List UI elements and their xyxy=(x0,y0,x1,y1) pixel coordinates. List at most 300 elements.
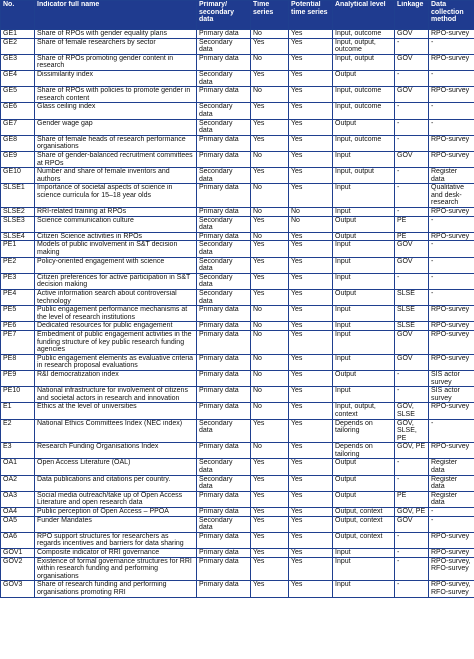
cell-indicator-name: Open Access Literature (OAL) xyxy=(35,459,197,475)
cell-no: SLSE4 xyxy=(1,232,35,241)
cell-time-series: Yes xyxy=(251,135,289,151)
cell-primary-secondary: Primary data xyxy=(197,549,251,558)
cell-data-collection-method: - xyxy=(429,38,474,54)
cell-indicator-name: R&I democratization index xyxy=(35,370,197,386)
cell-data-collection-method: RPO-survey xyxy=(429,306,474,322)
cell-time-series: Yes xyxy=(251,581,289,597)
cell-primary-secondary: Primary data xyxy=(197,322,251,331)
cell-primary-secondary: Primary data xyxy=(197,532,251,548)
table-row xyxy=(1,290,474,306)
cell-linkage: - xyxy=(395,70,429,86)
cell-no: PE7 xyxy=(1,330,35,354)
table-row xyxy=(1,549,474,558)
cell-time-series: Yes xyxy=(251,508,289,517)
table-row xyxy=(1,387,474,403)
header-no: No. xyxy=(1,1,35,30)
cell-time-series: Yes xyxy=(251,103,289,119)
cell-potential-time-series: Yes xyxy=(289,557,333,581)
cell-indicator-name: Dedicated resources for public engagement xyxy=(35,322,197,331)
cell-time-series: Yes xyxy=(251,216,289,232)
cell-time-series: Yes xyxy=(251,257,289,273)
cell-primary-secondary: Secondary data xyxy=(197,516,251,532)
cell-linkage: SLSE xyxy=(395,322,429,331)
cell-primary-secondary: Secondary data xyxy=(197,419,251,443)
table-row xyxy=(1,516,474,532)
cell-linkage: GOV, PE xyxy=(395,508,429,517)
cell-time-series: Yes xyxy=(251,168,289,184)
cell-analytical-level: Output, context xyxy=(333,532,395,548)
cell-linkage: GOV, SLSE, PE xyxy=(395,419,429,443)
cell-primary-secondary: Secondary data xyxy=(197,103,251,119)
cell-no: GE7 xyxy=(1,119,35,135)
cell-linkage: - xyxy=(395,119,429,135)
cell-indicator-name: Policy-oriented engagement with science xyxy=(35,257,197,273)
cell-no: SLSE3 xyxy=(1,216,35,232)
table-row xyxy=(1,419,474,443)
cell-data-collection-method: - xyxy=(429,257,474,273)
cell-primary-secondary: Primary data xyxy=(197,403,251,419)
cell-indicator-name: Models of public involvement in S&T decision making xyxy=(35,241,197,257)
cell-indicator-name: Importance of societal aspects of science in science curricula for 15–18 year olds xyxy=(35,184,197,208)
cell-time-series: Yes xyxy=(251,273,289,289)
table-row xyxy=(1,557,474,581)
cell-analytical-level: Input xyxy=(333,306,395,322)
cell-indicator-name: Embedment of public engagement activities in the funding structure of key public research funding agencies xyxy=(35,330,197,354)
cell-data-collection-method: RPO-survey xyxy=(429,135,474,151)
cell-no: SLSE1 xyxy=(1,184,35,208)
cell-primary-secondary: Secondary data xyxy=(197,241,251,257)
cell-linkage: GOV xyxy=(395,241,429,257)
cell-primary-secondary: Primary data xyxy=(197,330,251,354)
cell-analytical-level: Input, output xyxy=(333,168,395,184)
cell-linkage: PE xyxy=(395,216,429,232)
cell-indicator-name: Share of female researchers by sector xyxy=(35,38,197,54)
cell-linkage: - xyxy=(395,387,429,403)
cell-no: GE3 xyxy=(1,54,35,70)
cell-analytical-level: Input xyxy=(333,208,395,217)
cell-analytical-level: Input xyxy=(333,330,395,354)
cell-no: PE8 xyxy=(1,354,35,370)
cell-potential-time-series: Yes xyxy=(289,370,333,386)
cell-primary-secondary: Primary data xyxy=(197,151,251,167)
cell-time-series: Yes xyxy=(251,516,289,532)
table-row xyxy=(1,184,474,208)
cell-analytical-level: Output xyxy=(333,370,395,386)
table-row xyxy=(1,508,474,517)
cell-potential-time-series: Yes xyxy=(289,306,333,322)
table-row xyxy=(1,135,474,151)
cell-no: PE4 xyxy=(1,290,35,306)
cell-no: OA4 xyxy=(1,508,35,517)
cell-potential-time-series: Yes xyxy=(289,273,333,289)
cell-data-collection-method: RPO-survey xyxy=(429,208,474,217)
table-row xyxy=(1,119,474,135)
table-row xyxy=(1,491,474,507)
table-row xyxy=(1,322,474,331)
cell-potential-time-series: Yes xyxy=(289,135,333,151)
cell-data-collection-method: - xyxy=(429,508,474,517)
table-row xyxy=(1,216,474,232)
cell-indicator-name: Glass ceiling index xyxy=(35,103,197,119)
cell-potential-time-series: Yes xyxy=(289,30,333,39)
cell-indicator-name: Existence of formal governance structures for RRI within research funding and performing organisations xyxy=(35,557,197,581)
cell-primary-secondary: Secondary data xyxy=(197,216,251,232)
cell-analytical-level: Output xyxy=(333,70,395,86)
cell-potential-time-series: Yes xyxy=(289,330,333,354)
cell-time-series: No xyxy=(251,184,289,208)
header-primary-secondary: Primary/ secondary data xyxy=(197,1,251,30)
cell-indicator-name: Share of RPOs with policies to promote gender in research content xyxy=(35,87,197,103)
cell-data-collection-method: - xyxy=(429,419,474,443)
cell-indicator-name: Share of RPOs promoting gender content in research xyxy=(35,54,197,70)
table-row xyxy=(1,532,474,548)
cell-indicator-name: Science communication culture xyxy=(35,216,197,232)
cell-analytical-level: Input xyxy=(333,273,395,289)
header-time-series: Time series xyxy=(251,1,289,30)
cell-data-collection-method: RPO-survey xyxy=(429,549,474,558)
cell-analytical-level: Input xyxy=(333,581,395,597)
cell-linkage: GOV, PE xyxy=(395,443,429,459)
cell-analytical-level: Output xyxy=(333,216,395,232)
cell-no: OA3 xyxy=(1,491,35,507)
cell-analytical-level: Input xyxy=(333,184,395,208)
cell-analytical-level: Output xyxy=(333,459,395,475)
table-row xyxy=(1,581,474,597)
cell-potential-time-series: Yes xyxy=(289,70,333,86)
cell-primary-secondary: Secondary data xyxy=(197,38,251,54)
table-row xyxy=(1,370,474,386)
cell-primary-secondary: Primary data xyxy=(197,30,251,39)
cell-primary-secondary: Primary data xyxy=(197,87,251,103)
cell-time-series: No xyxy=(251,354,289,370)
cell-no: OA5 xyxy=(1,516,35,532)
cell-primary-secondary: Primary data xyxy=(197,387,251,403)
cell-primary-secondary: Primary data xyxy=(197,135,251,151)
cell-potential-time-series: No xyxy=(289,216,333,232)
cell-no: GE4 xyxy=(1,70,35,86)
cell-potential-time-series: Yes xyxy=(289,38,333,54)
table-row xyxy=(1,403,474,419)
cell-data-collection-method: RPO-survey, RFO-survey xyxy=(429,581,474,597)
cell-data-collection-method: RPO-survey xyxy=(429,87,474,103)
table-row xyxy=(1,330,474,354)
cell-linkage: - xyxy=(395,273,429,289)
cell-no: PE2 xyxy=(1,257,35,273)
cell-no: GOV2 xyxy=(1,557,35,581)
cell-analytical-level: Input, outcome xyxy=(333,103,395,119)
cell-potential-time-series: Yes xyxy=(289,103,333,119)
cell-data-collection-method: Register data xyxy=(429,475,474,491)
cell-no: PE5 xyxy=(1,306,35,322)
cell-potential-time-series: Yes xyxy=(289,403,333,419)
cell-no: E2 xyxy=(1,419,35,443)
cell-indicator-name: Share of gender-balanced recruitment committees at RPOs xyxy=(35,151,197,167)
cell-data-collection-method: RPO-survey xyxy=(429,151,474,167)
cell-no: GE6 xyxy=(1,103,35,119)
cell-linkage: PE xyxy=(395,491,429,507)
cell-potential-time-series: Yes xyxy=(289,459,333,475)
cell-potential-time-series: Yes xyxy=(289,475,333,491)
cell-data-collection-method: - xyxy=(429,241,474,257)
cell-indicator-name: National infrastructure for involvement of citizens and societal actors in research and innovation xyxy=(35,387,197,403)
cell-linkage: GOV xyxy=(395,151,429,167)
cell-data-collection-method: Qualitative and desk-research xyxy=(429,184,474,208)
cell-analytical-level: Output xyxy=(333,290,395,306)
cell-time-series: No xyxy=(251,322,289,331)
cell-time-series: Yes xyxy=(251,475,289,491)
cell-data-collection-method: RPO-survey xyxy=(429,443,474,459)
cell-analytical-level: Output xyxy=(333,119,395,135)
cell-indicator-name: Citizen Science activities in RPOs xyxy=(35,232,197,241)
cell-indicator-name: Social media outreach/take up of Open Access Literature and open research data xyxy=(35,491,197,507)
cell-no: E3 xyxy=(1,443,35,459)
cell-primary-secondary: Primary data xyxy=(197,370,251,386)
cell-time-series: No xyxy=(251,370,289,386)
cell-time-series: No xyxy=(251,232,289,241)
cell-analytical-level: Input, outcome xyxy=(333,135,395,151)
cell-analytical-level: Input xyxy=(333,387,395,403)
cell-potential-time-series: Yes xyxy=(289,184,333,208)
table-row xyxy=(1,168,474,184)
cell-linkage: GOV, SLSE xyxy=(395,403,429,419)
cell-linkage: - xyxy=(395,459,429,475)
cell-linkage: GOV xyxy=(395,354,429,370)
cell-indicator-name: Dissimilarity index xyxy=(35,70,197,86)
cell-linkage: - xyxy=(395,370,429,386)
cell-time-series: Yes xyxy=(251,38,289,54)
cell-potential-time-series: Yes xyxy=(289,419,333,443)
cell-indicator-name: Ethics at the level of universities xyxy=(35,403,197,419)
cell-analytical-level: Input, output xyxy=(333,54,395,70)
cell-linkage: - xyxy=(395,184,429,208)
cell-no: PE10 xyxy=(1,387,35,403)
cell-data-collection-method: - xyxy=(429,70,474,86)
cell-potential-time-series: Yes xyxy=(289,443,333,459)
cell-analytical-level: Output xyxy=(333,491,395,507)
table-header-row xyxy=(1,1,474,30)
cell-primary-secondary: Primary data xyxy=(197,443,251,459)
cell-potential-time-series: Yes xyxy=(289,257,333,273)
cell-primary-secondary: Secondary data xyxy=(197,475,251,491)
cell-indicator-name: Composite indicator of RRI governance xyxy=(35,549,197,558)
cell-time-series: No xyxy=(251,330,289,354)
cell-potential-time-series: Yes xyxy=(289,290,333,306)
cell-no: GOV1 xyxy=(1,549,35,558)
cell-potential-time-series: No xyxy=(289,208,333,217)
cell-linkage: GOV xyxy=(395,54,429,70)
table-row xyxy=(1,70,474,86)
cell-data-collection-method: - xyxy=(429,119,474,135)
cell-primary-secondary: Primary data xyxy=(197,508,251,517)
cell-no: PE1 xyxy=(1,241,35,257)
cell-time-series: Yes xyxy=(251,70,289,86)
cell-indicator-name: Citizen preferences for active participation in S&T decision making xyxy=(35,273,197,289)
cell-linkage: GOV xyxy=(395,516,429,532)
cell-indicator-name: Funder Mandates xyxy=(35,516,197,532)
cell-indicator-name: Number and share of female inventors and authors xyxy=(35,168,197,184)
cell-linkage: SLSE xyxy=(395,290,429,306)
cell-time-series: No xyxy=(251,87,289,103)
cell-no: OA1 xyxy=(1,459,35,475)
table-row xyxy=(1,151,474,167)
cell-analytical-level: Input xyxy=(333,354,395,370)
cell-time-series: No xyxy=(251,403,289,419)
cell-data-collection-method: RPO-survey xyxy=(429,354,474,370)
table-row xyxy=(1,54,474,70)
cell-data-collection-method: - xyxy=(429,290,474,306)
cell-analytical-level: Input, outcome xyxy=(333,87,395,103)
cell-no: GE5 xyxy=(1,87,35,103)
cell-linkage: - xyxy=(395,168,429,184)
cell-indicator-name: Gender wage gap xyxy=(35,119,197,135)
table-row xyxy=(1,87,474,103)
cell-time-series: No xyxy=(251,151,289,167)
cell-time-series: No xyxy=(251,387,289,403)
cell-primary-secondary: Secondary data xyxy=(197,119,251,135)
cell-data-collection-method: RPO-survey, RFO-survey xyxy=(429,557,474,581)
cell-time-series: Yes xyxy=(251,119,289,135)
cell-indicator-name: Public perception of Open Access – PPOA xyxy=(35,508,197,517)
cell-primary-secondary: Secondary data xyxy=(197,70,251,86)
cell-linkage: SLSE xyxy=(395,306,429,322)
cell-potential-time-series: Yes xyxy=(289,168,333,184)
cell-data-collection-method: RPO-survey xyxy=(429,330,474,354)
table-row xyxy=(1,459,474,475)
cell-linkage: - xyxy=(395,135,429,151)
cell-no: GOV3 xyxy=(1,581,35,597)
cell-potential-time-series: Yes xyxy=(289,354,333,370)
cell-potential-time-series: Yes xyxy=(289,119,333,135)
cell-time-series: Yes xyxy=(251,290,289,306)
header-potential-time-series: Potential time series xyxy=(289,1,333,30)
cell-potential-time-series: Yes xyxy=(289,54,333,70)
cell-primary-secondary: Primary data xyxy=(197,491,251,507)
cell-analytical-level: Input, output, context xyxy=(333,403,395,419)
cell-linkage: GOV xyxy=(395,330,429,354)
cell-no: PE3 xyxy=(1,273,35,289)
cell-indicator-name: Public engagement elements as evaluative criteria in research proposal evaluations xyxy=(35,354,197,370)
cell-time-series: Yes xyxy=(251,532,289,548)
cell-potential-time-series: Yes xyxy=(289,549,333,558)
cell-primary-secondary: Primary data xyxy=(197,232,251,241)
cell-indicator-name: Data publications and citations per country. xyxy=(35,475,197,491)
cell-data-collection-method: - xyxy=(429,216,474,232)
cell-analytical-level: Depends on tailoring xyxy=(333,443,395,459)
cell-primary-secondary: Primary data xyxy=(197,557,251,581)
cell-data-collection-method: RPO-survey xyxy=(429,403,474,419)
cell-primary-secondary: Primary data xyxy=(197,581,251,597)
cell-time-series: Yes xyxy=(251,419,289,443)
cell-indicator-name: Public engagement performance mechanisms at the level of research institutions xyxy=(35,306,197,322)
cell-data-collection-method: - xyxy=(429,273,474,289)
table-row xyxy=(1,232,474,241)
cell-indicator-name: Share of research funding and performing organisations promoting RRI xyxy=(35,581,197,597)
cell-no: OA2 xyxy=(1,475,35,491)
cell-no: GE10 xyxy=(1,168,35,184)
cell-linkage: GOV xyxy=(395,87,429,103)
cell-potential-time-series: Yes xyxy=(289,241,333,257)
cell-indicator-name: RPO support structures for researchers as regards incentives and barriers for data sharing xyxy=(35,532,197,548)
cell-time-series: No xyxy=(251,443,289,459)
cell-analytical-level: Input xyxy=(333,549,395,558)
cell-linkage: GOV xyxy=(395,257,429,273)
cell-analytical-level: Input xyxy=(333,257,395,273)
cell-data-collection-method: Register data xyxy=(429,491,474,507)
cell-data-collection-method: - xyxy=(429,103,474,119)
cell-time-series: No xyxy=(251,208,289,217)
table-row xyxy=(1,241,474,257)
cell-no: PE6 xyxy=(1,322,35,331)
cell-no: GE8 xyxy=(1,135,35,151)
cell-potential-time-series: Yes xyxy=(289,151,333,167)
cell-time-series: No xyxy=(251,306,289,322)
cell-analytical-level: Depends on tailoring xyxy=(333,419,395,443)
cell-analytical-level: Input xyxy=(333,151,395,167)
header-linkage: Linkage xyxy=(395,1,429,30)
cell-analytical-level: Output xyxy=(333,232,395,241)
cell-analytical-level: Input xyxy=(333,557,395,581)
cell-linkage: - xyxy=(395,38,429,54)
cell-primary-secondary: Primary data xyxy=(197,306,251,322)
cell-linkage: GOV xyxy=(395,30,429,39)
cell-analytical-level: Output xyxy=(333,475,395,491)
cell-analytical-level: Input xyxy=(333,241,395,257)
table-row xyxy=(1,38,474,54)
header-analytical-level: Analytical level xyxy=(333,1,395,30)
cell-indicator-name: Share of female heads of research performance organisations xyxy=(35,135,197,151)
cell-analytical-level: Output, context xyxy=(333,508,395,517)
cell-analytical-level: Output, context xyxy=(333,516,395,532)
cell-time-series: No xyxy=(251,54,289,70)
cell-time-series: Yes xyxy=(251,549,289,558)
table-row xyxy=(1,208,474,217)
cell-linkage: - xyxy=(395,549,429,558)
cell-indicator-name: Research Funding Organisations Index xyxy=(35,443,197,459)
cell-data-collection-method: SIS actor survey xyxy=(429,387,474,403)
cell-linkage: - xyxy=(395,532,429,548)
cell-data-collection-method: SIS actor survey xyxy=(429,370,474,386)
cell-analytical-level: Input, output, outcome xyxy=(333,38,395,54)
cell-data-collection-method: - xyxy=(429,516,474,532)
cell-time-series: Yes xyxy=(251,557,289,581)
cell-indicator-name: National Ethics Committees Index (NEC index) xyxy=(35,419,197,443)
table-row xyxy=(1,103,474,119)
cell-primary-secondary: Secondary data xyxy=(197,257,251,273)
cell-primary-secondary: Secondary data xyxy=(197,459,251,475)
cell-no: GE1 xyxy=(1,30,35,39)
table-row xyxy=(1,273,474,289)
cell-primary-secondary: Primary data xyxy=(197,184,251,208)
cell-potential-time-series: Yes xyxy=(289,322,333,331)
cell-data-collection-method: Register data xyxy=(429,459,474,475)
cell-potential-time-series: Yes xyxy=(289,387,333,403)
cell-data-collection-method: Register data xyxy=(429,168,474,184)
cell-no: E1 xyxy=(1,403,35,419)
cell-linkage: PE xyxy=(395,232,429,241)
cell-linkage: - xyxy=(395,557,429,581)
cell-potential-time-series: Yes xyxy=(289,491,333,507)
cell-primary-secondary: Secondary data xyxy=(197,273,251,289)
cell-potential-time-series: Yes xyxy=(289,516,333,532)
table-row xyxy=(1,443,474,459)
cell-indicator-name: Active information search about controversial technology xyxy=(35,290,197,306)
cell-potential-time-series: Yes xyxy=(289,87,333,103)
cell-primary-secondary: Primary data xyxy=(197,54,251,70)
cell-no: GE9 xyxy=(1,151,35,167)
table-row xyxy=(1,475,474,491)
cell-potential-time-series: Yes xyxy=(289,232,333,241)
cell-data-collection-method: RPO-survey xyxy=(429,322,474,331)
